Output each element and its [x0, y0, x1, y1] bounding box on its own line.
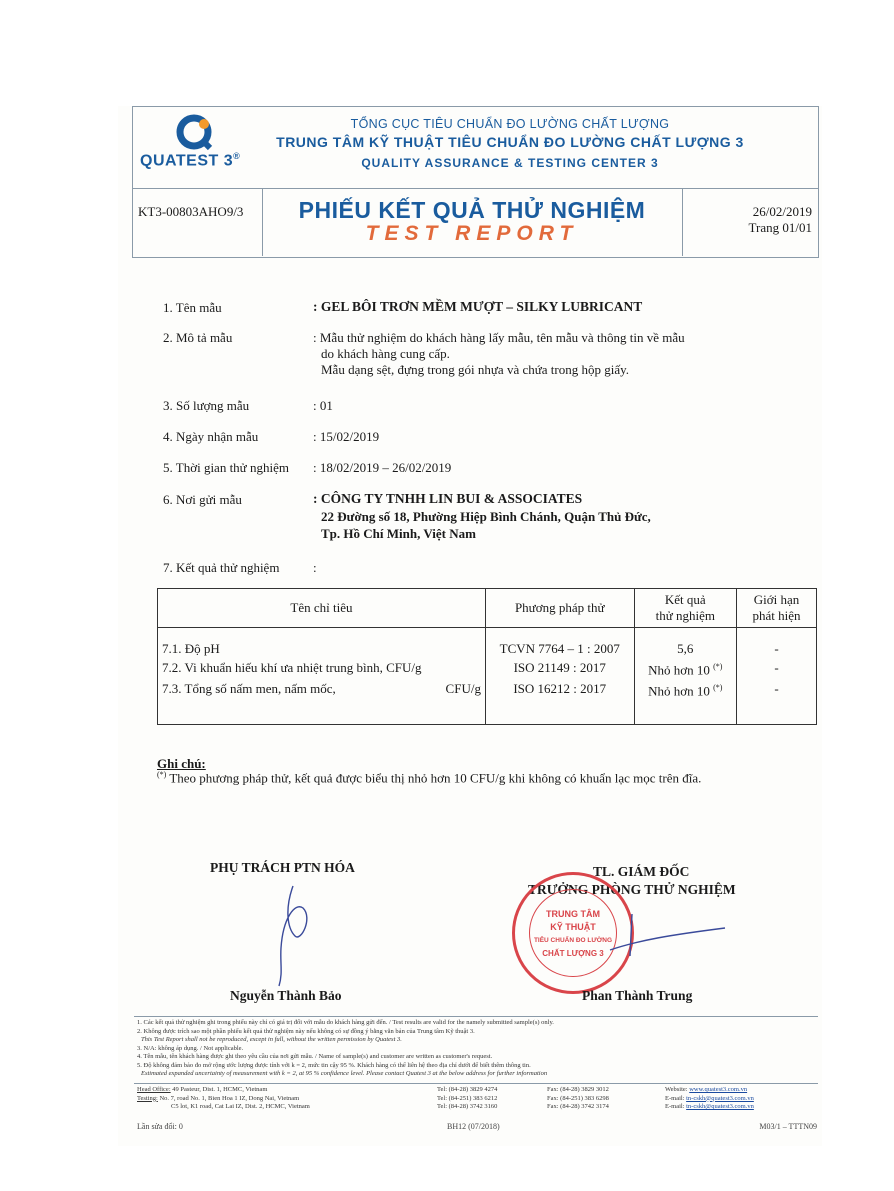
- footer-divider: [134, 1016, 818, 1017]
- table-row: [158, 658, 817, 679]
- field-description-line1: : Mẫu thử nghiệm do khách hàng lấy mẫu, tên mẫu và thông tin về mẫu: [313, 330, 685, 345]
- logo-text: QUATEST 3®: [140, 151, 241, 170]
- row-limit: -: [737, 658, 817, 679]
- col-header-limit: Giới hạn phát hiện: [737, 589, 817, 628]
- row-result: Nhỏ hơn 10 (*): [634, 658, 736, 679]
- right-signature-title-1: TL. GIÁM ĐỐC: [593, 864, 690, 879]
- footer-divider-2: [134, 1083, 818, 1084]
- field-sender-address1: 22 Đường số 18, Phường Hiệp Bình Chánh, Quận Thủ Đức,: [321, 509, 651, 524]
- col-header-method: Phương pháp thử: [485, 589, 634, 628]
- form-code: BH12 (07/2018): [447, 1122, 500, 1131]
- field-description-label: 2. Mô tả mẫu: [163, 330, 233, 345]
- field-sample-name-label: 1. Tên mẫu: [163, 300, 222, 315]
- left-signature-icon: [265, 878, 335, 993]
- results-table: [157, 588, 817, 725]
- report-page: Trang 01/01: [748, 220, 812, 235]
- row-method: TCVN 7764 – 1 : 2007: [485, 640, 634, 658]
- report-date: 26/02/2019: [752, 204, 812, 219]
- row-method: ISO 16212 : 2017: [485, 679, 634, 700]
- row-limit: -: [737, 679, 817, 700]
- row-name: 7.1. Độ pH: [158, 640, 486, 658]
- row-result: Nhỏ hơn 10 (*): [634, 679, 736, 700]
- table-header-row: [158, 589, 817, 628]
- notes-text: (*) Theo phương pháp thử, kết quả được biểu thị nhỏ hơn 10 CFU/g khi không có khuẩn lạc mọc trên đĩa.: [157, 770, 702, 786]
- row-result: 5,6: [634, 640, 736, 658]
- field-description-line3: Mẫu dạng sệt, đựng trong gói nhựa và chứa trong hộp giấy.: [321, 362, 630, 377]
- report-code: KT3-00803AHO9/3: [138, 204, 244, 219]
- document-code: M03/1 – TTTN09: [759, 1122, 817, 1131]
- field-received-date-value: : 15/02/2019: [313, 429, 380, 444]
- org-line-2: TRUNG TÂM KỸ THUẬT TIÊU CHUẨN ĐO LƯỜNG CHẤT LƯỢNG 3: [276, 134, 744, 150]
- col-header-result: Kết quả thử nghiệm: [634, 589, 736, 628]
- right-signer-name: Phan Thành Trung: [582, 988, 693, 1003]
- quatest-logo-icon: [172, 112, 216, 152]
- row-name: 7.3. Tổng số nấm men, nấm mốc, CFU/g: [158, 679, 486, 700]
- org-line-3: QUALITY ASSURANCE & TESTING CENTER 3: [361, 156, 659, 170]
- field-quantity-value: : 01: [313, 398, 333, 413]
- header-col-divider-right: [682, 188, 683, 256]
- col-header-indicator: Tên chỉ tiêu: [158, 589, 486, 628]
- table-row: [158, 640, 817, 658]
- field-test-period-label: 5. Thời gian thử nghiệm: [163, 460, 289, 475]
- email-link[interactable]: tn-cskh@quatest3.com.vn: [686, 1094, 754, 1102]
- notes-title: Ghi chú:: [157, 756, 206, 771]
- row-limit: -: [737, 640, 817, 658]
- field-received-date-label: 4. Ngày nhận mẫu: [163, 429, 259, 444]
- left-signer-name: Nguyễn Thành Bảo: [230, 988, 342, 1003]
- field-sender-company: : CÔNG TY TNHH LIN BUI & ASSOCIATES: [313, 491, 583, 506]
- field-description-line2: do khách hàng cung cấp.: [321, 346, 450, 361]
- org-line-1: TỔNG CỤC TIÊU CHUẨN ĐO LƯỜNG CHẤT LƯỢNG: [350, 117, 670, 131]
- field-quantity-label: 3. Số lượng mẫu: [163, 398, 250, 413]
- website-link[interactable]: www.quatest3.com.vn: [689, 1086, 748, 1093]
- header-divider: [132, 188, 819, 189]
- right-signature-icon: [590, 910, 730, 965]
- field-results-colon: :: [313, 560, 317, 575]
- row-method: ISO 21149 : 2017: [485, 658, 634, 679]
- stamp-seal: TRUNG TÂM KỸ THUẬT TIÊU CHUẨN ĐO LƯỜNG CHẤT LƯỢNG 3: [512, 872, 634, 994]
- table-row: [158, 679, 817, 700]
- field-sample-name-value: : GEL BÔI TRƠN MỀM MƯỢT – SILKY LUBRICANT: [313, 299, 643, 314]
- field-sender-address2: Tp. Hồ Chí Minh, Việt Nam: [321, 526, 476, 541]
- row-name: 7.2. Vi khuẩn hiếu khí ưa nhiệt trung bình, CFU/g: [158, 658, 486, 679]
- revision-label: Lần sửa đổi: 0: [137, 1122, 183, 1131]
- email-link[interactable]: tn-cskh@quatest3.com.vn: [686, 1103, 754, 1110]
- left-signature-title: PHỤ TRÁCH PTN HÓA: [210, 860, 355, 875]
- right-signature-title-2: TRƯỞNG PHÒNG THỬ NGHIỆM: [528, 882, 736, 897]
- footer-notes: 1. Các kết quả thử nghiệm ghi trong phiếu này chỉ có giá trị đối với mẫu do khách hàng gửi đến. / Test results are valid for the namely submitted sample(s) only. 2. Không được trích sao một phần phiếu kết quả thử nghiệm này nếu không có sự đồng ý bằng văn bản của Trung tâm Kỹ thuật 3. This Test Report shall not be reproduced, except in full, without the written permission by Quatest 3. 3. N/A: không áp dụng. / Not applicable. 4. Tên mẫu, tên khách hàng được ghi theo yêu cầu của nơi gửi mẫu. / Name of sample(s) and customer are written as customer's request. 5. Độ không đảm bảo đo mở rộng ước lượng được tính với k = 2, mức tin cậy 95 %. Khách hàng có thể liên hệ theo địa chỉ dưới để biết thêm thông tin. Estimated expanded uncertainty of measurement with k = 2, at 95 % confidence level. Please contact Quatest 3 at the below address for further information: [137, 1019, 554, 1077]
- report-title-vi: PHIẾU KẾT QUẢ THỬ NGHIỆM: [298, 197, 646, 223]
- report-title-en: TEST REPORT: [365, 222, 579, 245]
- field-sender-label: 6. Nơi gửi mẫu: [163, 492, 242, 507]
- field-test-period-value: : 18/02/2019 – 26/02/2019: [313, 460, 452, 475]
- field-results-label: 7. Kết quả thử nghiệm: [163, 560, 280, 575]
